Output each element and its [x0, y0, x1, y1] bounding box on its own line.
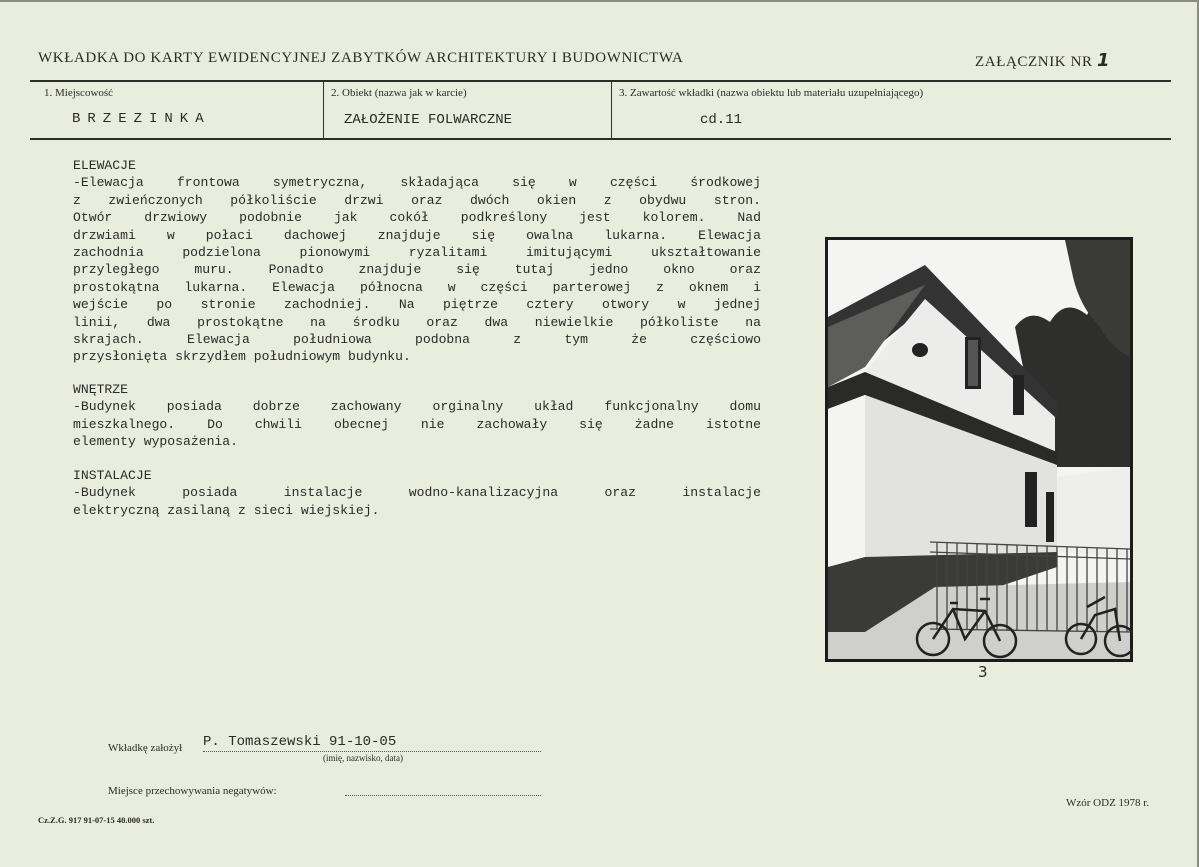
building-photo-drawing: [825, 237, 1133, 662]
page-border-top: [0, 0, 1199, 2]
text-line: elementy wyposażenia.: [73, 434, 239, 450]
text-line: -Elewacja frontowa symetryczna, składająca się w części środkowej: [73, 175, 761, 191]
locality-label: 1. Miejscowość: [44, 87, 114, 99]
wnetrze-section: [73, 381, 761, 451]
storage-label: Miejsce przechowywania negatywów:: [108, 785, 277, 797]
text-line: prostokątna lukarna. Elewacja północna w części parterowej z oknem i: [73, 279, 761, 295]
founded-dotted-line: [203, 751, 541, 752]
instalacje-section: [73, 467, 761, 519]
form-title: WKŁADKA DO KARTY EWIDENCYJNEJ ZABYTKÓW ARCHITEKTURY I BUDOWNICTWA: [38, 50, 684, 66]
contents-label: 3. Zawartość wkładki (nazwa obiektu lub materiału uzupełniającego): [619, 87, 924, 99]
instalacje-heading: INSTALACJE: [73, 468, 152, 483]
text-line: Otwór drzwiowy podobnie jak cokół podkreślony jest kolorem. Nad: [73, 210, 761, 226]
header-rule-top: [30, 80, 1171, 82]
locality-value: BRZEZINKA: [72, 111, 211, 127]
pattern-info: Wzór ODZ 1978 r.: [1066, 797, 1150, 809]
attachment-number: [975, 50, 1110, 71]
text-line: wejście po stronie zachodniej. Na piętrze cztery otwory w jednej: [73, 297, 761, 313]
header-rule-bottom: [30, 138, 1171, 140]
object-value: ZAŁOŻENIE FOLWARCZNE: [344, 112, 513, 128]
text-line: drzwiami w połaci dachowej znajduje się owalna lukarna. Elewacja: [73, 227, 761, 243]
wnetrze-heading: WNĘTRZE: [73, 382, 129, 397]
text-line: zachodnia podzielona pionowymi ryzalitami imitującymi ukształtowanie: [73, 245, 761, 261]
founded-value: P. Tomaszewski 91-10-05: [203, 734, 397, 750]
elewacje-section: [73, 157, 761, 366]
text-line: mieszkalnego. Do chwili obecnej nie zachowały się żadne istotne: [73, 416, 761, 432]
text-line: z zwieńczonych półkoliście drzwi oraz dwóch okien z obydwu stron.: [73, 192, 761, 208]
attachment-label: ZAŁĄCZNIK NR: [975, 54, 1093, 70]
text-line: przyległego muru. Ponadto znajduje się tutaj jedno okno oraz: [73, 262, 761, 278]
object-label: 2. Obiekt (nazwa jak w karcie): [331, 87, 467, 99]
text-line: elektryczną zasilaną z sieci wiejskiej.: [73, 502, 380, 518]
attachment-number-value: 1: [1096, 50, 1111, 71]
founded-hint: (imię, nazwisko, data): [323, 753, 403, 763]
text-line: -Budynek posiada dobrze zachowany orginalny układ funkcjonalny domu: [73, 399, 761, 415]
text-line: -Budynek posiada instalacje wodno-kanalizacyjna oraz instalacje: [73, 485, 761, 501]
storage-dotted-line: [345, 795, 541, 796]
text-line: linii, dwa prostokątne na środku oraz dwa niewielkie półkoliste na: [73, 314, 761, 330]
building-photo: [825, 237, 1133, 662]
text-line: przysłonięta skrzydłem południowym budynku.: [73, 349, 411, 365]
elewacje-heading: ELEWACJE: [73, 158, 136, 173]
field-divider-1: [323, 81, 324, 139]
founded-label: Wkładkę założył: [108, 742, 183, 754]
photo-number: 3: [978, 663, 988, 681]
print-info: Cz.Z.G. 917 91-07-15 40.000 szt.: [38, 815, 155, 825]
field-divider-2: [611, 81, 612, 139]
contents-value: cd.11: [700, 112, 743, 128]
text-line: skrajach. Elewacja południowa podobna z tym że częściowo: [73, 332, 761, 348]
